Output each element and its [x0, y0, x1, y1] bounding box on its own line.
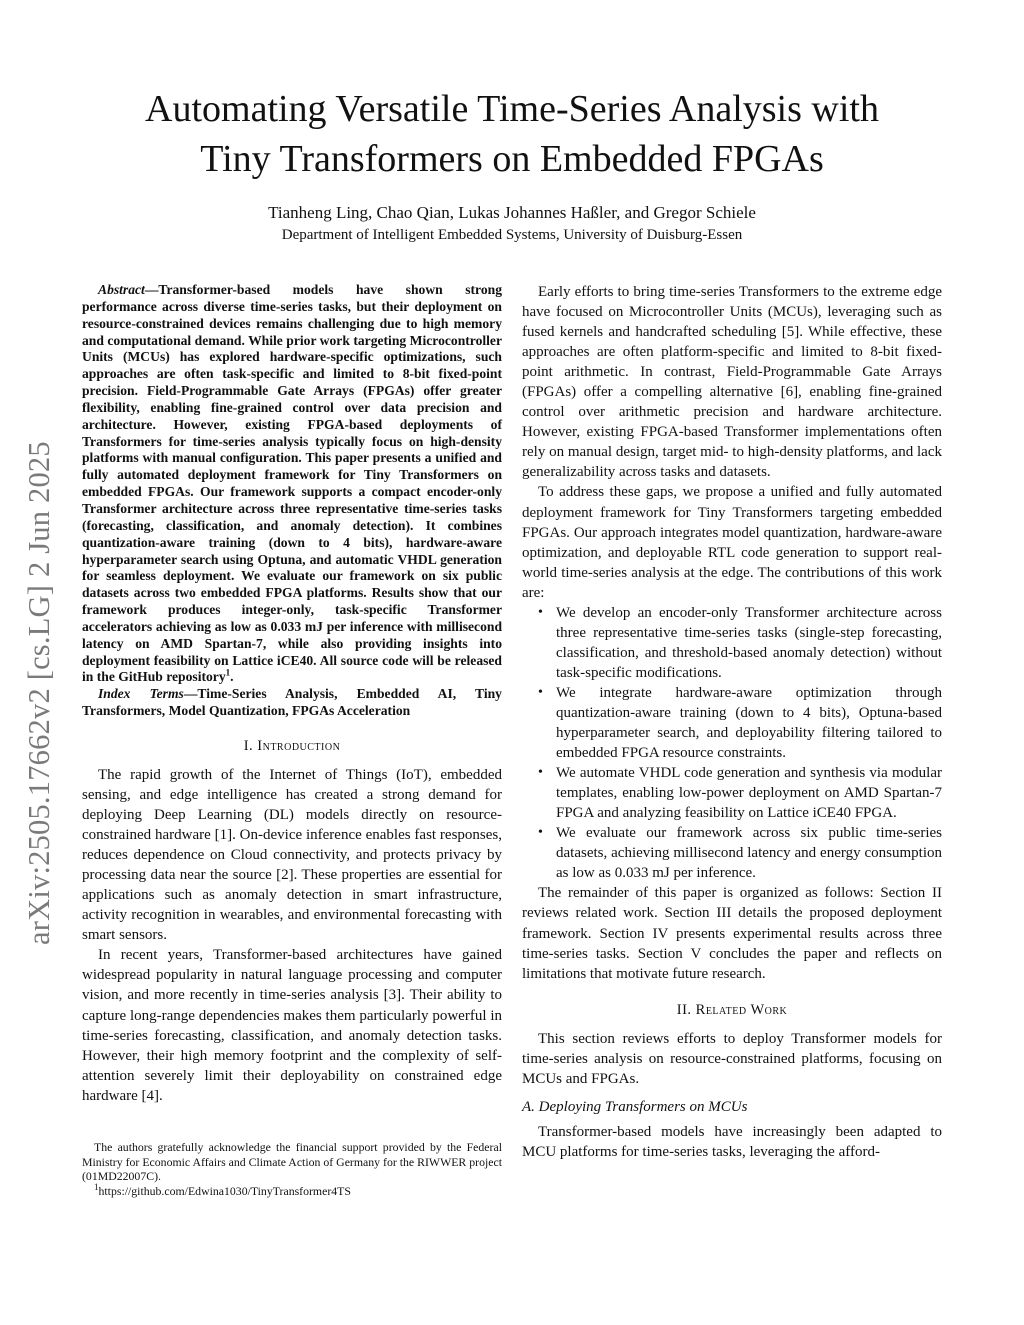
- right-column: [522, 282, 942, 1162]
- abstract-text: Transformer-based models have shown strong performance across diverse time-series tasks, but their deployment on resource-constrained devices remains challenging due to high memory and computational demand. While prior work targeting Microcontroller Units (MCUs) has explored hardware-specific optimizations, such approaches are often task-specific and limited to 8-bit fixed-point precision. Field-Programmable Gate Arrays (FPGAs) offer greater flexibility, enabling fine-grained control over data precision and architecture. However, existing FPGA-based deployments of Transformers for time-series analysis typically focus on high-density platforms with manual configuration. This paper presents a unified and fully automated deployment framework for Tiny Transformers on embedded FPGAs. Our framework supports a compact encoder-only Transformer architecture across three representative time-series tasks (forecasting, classification, and anomaly detection). It combines quantization-aware training (down to 4 bits), hardware-aware hyperparameter search using Optuna, and automatic VHDL generation for seamless deployment. We evaluate our framework on six public datasets across two embedded FPGA platforms. Results show that our framework produces integer-only, task-specific Transformer accelerators achieving as low as 0.033 mJ per inference with millisecond latency on AMD Spartan-7, while also providing insights into deployment feasibility on Lattice iCE40. All source code will be released in the GitHub repository: [82, 282, 502, 685]
- footnote-ref[interactable]: 1: [225, 667, 231, 678]
- right-paragraph-2: To address these gaps, we propose a unified and fully automated deployment framework for Tiny Transformers targeting embedded FPGAs. Our approach integrates model quantization, hardware-aware optimization, and deployable RTL code generation to support real-world time-series analysis at the edge. The contributions of this work are:: [522, 484, 942, 601]
- bullet-icon: •: [538, 604, 543, 620]
- related-paragraph-2: Transformer-based models have increasingly been adapted to MCU platforms for time-series tasks, leveraging the afford-: [522, 1123, 942, 1160]
- related-paragraph-1: This section reviews efforts to deploy Transformer models for time-series analysis on resource-constrained platforms, focusing on MCUs and FPGAs.: [522, 1030, 942, 1087]
- footnote-url[interactable]: https://github.com/Edwina1030/TinyTransformer4TS: [98, 1183, 351, 1198]
- list-item: • We evaluate our framework across six public time-series datasets, achieving millisecond latency and energy consumption as low as 0.033 mJ per inference.: [538, 825, 942, 882]
- left-column: [82, 282, 502, 1106]
- paper-title: [60, 84, 964, 184]
- intro-paragraph-1: The rapid growth of the Internet of Things (IoT), embedded sensing, and edge intelligence has created a strong demand for deploying Deep Learning (DL) models directly on resource-constrained hardware [1]. On-device inference enables fast responses, reduces dependence on Cloud connectivity, and protects privacy by processing data near the source [2]. These properties are essential for applications such as anomaly detection in smart infrastructure, activity recognition in wearables, and environmental forecasting with smart sensors.: [82, 766, 502, 944]
- title-line-2: Tiny Transformers on Embedded FPGAs: [200, 138, 824, 180]
- affiliation: Department of Intelligent Embedded Systems, University of Duisburg-Essen: [281, 227, 743, 243]
- right-paragraph-3: The remainder of this paper is organized as follows: Section II reviews related work. Section III details the proposed deployment framework. Section IV presents experimental results across three time-series tasks. Section V concludes the paper and reflects on limitations that motivate future research.: [522, 885, 942, 982]
- footnote-acknowledgment: The authors gratefully acknowledge the financial support provided by the Federal Ministry for Economic Affairs and Climate Action of Germany for the RIWWER project (01MD22007C).: [82, 1140, 502, 1183]
- section-heading-related-work: II. Related Work: [676, 1001, 788, 1018]
- footnote-repository: $^1$https://github.com/Edwina1030/TinyTransformer4TS: [94, 1181, 351, 1198]
- list-item: • We automate VHDL code generation and synthesis via modular templates, enabling low-power deployment on AMD Spartan-7 FPGA and analyzing feasibility on Lattice iCE40 FPGA.: [538, 765, 942, 822]
- index-terms-lead: Index Terms: [98, 686, 184, 702]
- right-paragraph-1: Early efforts to bring time-series Transformers to the extreme edge have focused on Microcontroller Units (MCUs), leveraging such as fused kernels and handcrafted scheduling [5]. While effective, these approaches are often platform-specific and limited to 8-bit fixed-point arithmetic. In contrast, Field-Programmable Gate Arrays (FPGAs) offer a compelling alternative [6], enabling fine-grained control over arithmetic precision and hardware architecture. However, existing FPGA-based Transformer implementations often rely on manual design, target mid- to high-density platforms, and lack generalizability across tasks and datasets.: [522, 284, 942, 481]
- footnotes: [82, 1140, 502, 1198]
- arxiv-watermark: arXiv:2505.17662v2 [cs.LG] 2 Jun 2025: [22, 441, 56, 945]
- bullet-icon: •: [538, 684, 543, 700]
- intro-paragraph-2: In recent years, Transformer-based architectures have gained widespread popularity in natural language processing and computer vision, and more recently in time-series analysis [3]. Their ability to capture long-range dependencies makes them particularly powerful in time-series forecasting, classification, and anomaly detection tasks. However, their high memory footprint and the complexity of self-attention severely limit their deployability on constrained edge hardware [4].: [82, 947, 502, 1104]
- subsection-heading-mcus: A. Deploying Transformers on MCUs: [522, 1098, 748, 1115]
- abstract-lead: Abstract: [98, 282, 145, 297]
- contributions-list: [522, 603, 942, 884]
- bullet-icon: •: [538, 765, 543, 781]
- title-line-1: Automating Versatile Time-Series Analysis with: [145, 88, 879, 130]
- index-terms: Index Terms—Time-Series Analysis, Embedded AI, Tiny Transformers, Model Quantization, FPGAs Acceleration: [82, 686, 502, 719]
- list-item: • We integrate hardware-aware optimization through quantization-aware training (down to 4 bits), Optuna-based hyperparameter search, and deployability filtering tailored to embedded FPGA resource constraints.: [538, 684, 942, 762]
- section-heading-introduction: I. Introduction: [243, 737, 341, 754]
- index-terms-text: Time-Series Analysis, Embedded AI, Tiny Transformers, Model Quantization, FPGAs Acceleration: [82, 686, 502, 719]
- bullet-icon: •: [538, 825, 543, 841]
- list-item: • We develop an encoder-only Transformer architecture across three representative time-series tasks (single-step forecasting, classification, and threshold-based anomaly detection) without task-specific modifications.: [538, 604, 942, 681]
- abstract: Abstract—Transformer-based models have shown strong performance across diverse time-series tasks, but their deployment on resource-constrained devices remains challenging due to high memory and computational demand. While prior work targeting Microcontroller Units (MCUs) has explored hardware-specific optimizations, such approaches are often task-specific and limited to 8-bit fixed-point precision. Field-Programmable Gate Arrays (FPGAs) offer greater flexibility, enabling fine-grained control over data precision and architecture. However, existing FPGA-based deployments of Transformers for time-series analysis typically focus on high-density platforms with manual configuration. This paper presents a unified and fully automated deployment framework for Tiny Transformers on embedded FPGAs. Our framework supports a compact encoder-only Transformer architecture across three representative time-series tasks (forecasting, classification, and anomaly detection). It combines quantization-aware training (down to 4 bits), hardware-aware hyperparameter search using Optuna, and automatic VHDL generation for seamless deployment. We evaluate our framework on six public datasets across two embedded FPGA platforms. Results show that our framework produces integer-only, task-specific Transformer accelerators achieving as low as 0.033 mJ per inference with millisecond latency on AMD Spartan-7, while also providing insights into deployment feasibility on Lattice iCE40. All source code will be released in the GitHub repository$^1$.: [82, 282, 502, 685]
- author-list: Tianheng Ling, Chao Qian, Lukas Johannes Haßler, and Gregor Schiele: [268, 203, 756, 222]
